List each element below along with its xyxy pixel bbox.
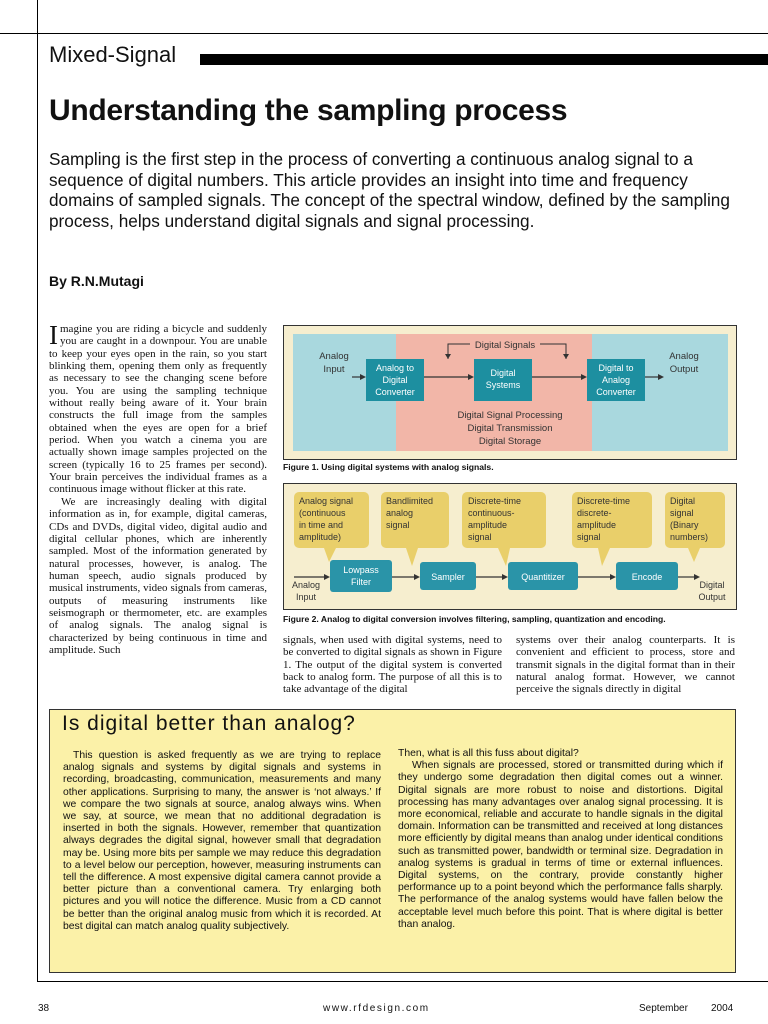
body-column-3: systems over their analog counterparts. It is convenient and efficient to process, store and transmit signals in the digital format than in their natural analog format. However, we cannot perceive the signals directly in digital bbox=[516, 634, 735, 696]
footer-url: www.rfdesign.com bbox=[323, 1003, 430, 1014]
figure-2-diagram bbox=[284, 484, 736, 609]
sidebar-left-column: This question is asked frequently as we are trying to replace analog signals and systems by digital signals and systems in recording, broadcasting, communication, measurements and many other applications. Surprising to many, the answer is ‘not always.’ If we compare the two signals at source, analog always wins. When we say, at source, we mean that no additional degradation is inserted in both the signals. However, remember that quantization always degrades the digital signal, however small that degradation may be. Using more bits per sample we may reduce this degradation to a level below our perception, however, measuring instruments can tell the difference. A most expensive digital camera cannot provide a better picture than a conventional camera. Try enlarging both pictures and you will notice the difference. Music from a CD cannot be better than the original analog music from which it is recorded. At best digital can match analog quality subjectively. bbox=[63, 750, 381, 932]
lowpass-filter-label: Lowpass Filter bbox=[343, 565, 379, 587]
left-rule bbox=[37, 0, 38, 982]
sidebar-right-column bbox=[398, 748, 723, 931]
callout-analog-signal-text: Analog signal (continuous in time and amplitude) bbox=[299, 496, 354, 542]
footer-month: September bbox=[639, 1003, 688, 1014]
callout-discrete-discrete-text: Discrete-time discrete-amplitude signal bbox=[577, 496, 631, 542]
article-title: Understanding the sampling process bbox=[49, 94, 568, 127]
fig1-analog-input-label: Analog Input bbox=[319, 351, 349, 375]
callout-digital-signal-text: Digital signal (Binary numbers) bbox=[670, 496, 709, 542]
fig1-analog-output-label: Analog Output bbox=[669, 351, 699, 375]
quantitizer-label: Quantitizer bbox=[521, 572, 565, 582]
digital-signals-label: Digital Signals bbox=[474, 340, 536, 351]
figure-1-diagram bbox=[284, 326, 736, 459]
drop-cap: I bbox=[49, 320, 58, 350]
paragraph-1: Imagine you are riding a bicycle and suddenly you are caught in a downpour. You are unable to keep your eyes open in the rain, so you start blinking them, opening them only as frequently as necessary to see the changing scene before you. You are using the sampling technique without really being aware of it. Your brain constructs the full image from the samples obtained when the eyes are open for a brief period. When you watch a cinema you are actually shown image samples projected on the screen (typically 16 to 25 frames per second). Your brain perceives the individual frames as a continuous image without flicker at this rate. bbox=[49, 320, 267, 496]
fig2-analog-input-label: Analog Input bbox=[291, 580, 321, 602]
sampler-label: Sampler bbox=[431, 572, 465, 582]
section-label: Mixed-Signal bbox=[49, 42, 177, 67]
figure-1 bbox=[283, 325, 737, 460]
section-bar bbox=[200, 54, 768, 65]
digital-uses-label: Digital Signal Processing Digital Transmission Digital Storage bbox=[457, 410, 563, 447]
sidebar-right-text: When signals are processed, stored or transmitted during which if they undergo some degradation then digital comes out a winner. Digital signals are more robust to noise and distortions. Digital processing has many advantages over analog signal processing. It is more economical, reliable and accurate to handle signals in the digital domain. Information can be transmitted and received at long distances more efficiently by digital means than analog under identical conditions such as transmitted power, bandwidth or terminal size. Degradation in analog systems is gradual in terms of time or external influences. Digital systems, on the contrary, provide constantly higher performance up to a point beyond which the performance falls sharply. The performance of the analog systems would have fallen below the acceptable level much before this point. That is where digital is better than analog. bbox=[398, 760, 724, 930]
adc-label: Analog to Digital Converter bbox=[375, 363, 415, 397]
callout-bandlimited-text: Bandlimited analog signal bbox=[386, 496, 434, 530]
encode-label: Encode bbox=[631, 572, 663, 582]
paragraph-2: We are increasingly dealing with digital information as in, for example, digital cameras, CDs and DVDs, digital video, digital audio and digital cellular phones, which are inherently sampled. Most of the information generated by natural processes, however, is analog. The human speech, audio signals produced by musical instruments, video signals from cameras, outputs of measuring instruments like seismograph or thermometer, etc. are examples of analog signals. The analog signal is characterized by being continuous in time and amplitude. Such bbox=[49, 495, 267, 656]
figure-2-caption: Figure 2. Analog to digital conversion involves filtering, sampling, quantization and encoding. bbox=[283, 614, 666, 624]
byline: By R.N.Mutagi bbox=[49, 273, 144, 289]
sidebar-title: Is digital better than analog? bbox=[62, 712, 356, 735]
callout-discrete-continuous-text: Discrete-time continuous-amplitude signal bbox=[468, 496, 522, 542]
sidebar-question: Then, what is all this fuss about digital? bbox=[398, 748, 579, 759]
top-rule bbox=[0, 33, 768, 34]
article-lede: Sampling is the first step in the process of converting a continuous analog signal to a sequence of digital numbers. This article provides an insight into time and frequency domains of sampled signals. The concept of the spectral window, defined by the sampling process, helps understand digital signals and signal processing. bbox=[49, 149, 730, 231]
dac-label: Digital to Analog Converter bbox=[596, 363, 636, 397]
body-column-1 bbox=[49, 320, 267, 656]
figure-2 bbox=[283, 483, 737, 610]
digital-systems-label: Digital Systems bbox=[485, 368, 521, 390]
figure-1-caption: Figure 1. Using digital systems with analog signals. bbox=[283, 462, 494, 472]
footer-year: 2004 bbox=[711, 1003, 734, 1014]
page-number: 38 bbox=[38, 1003, 50, 1014]
bottom-rule bbox=[37, 981, 768, 982]
body-column-2: signals, when used with digital systems, need to be converted to digital signals as shown in Figure 1. The output of the digital system is converted back to analog form. The purpose of all this is to take advantage of the digital bbox=[283, 634, 502, 696]
fig2-digital-output-label: Digital Output bbox=[698, 580, 726, 602]
